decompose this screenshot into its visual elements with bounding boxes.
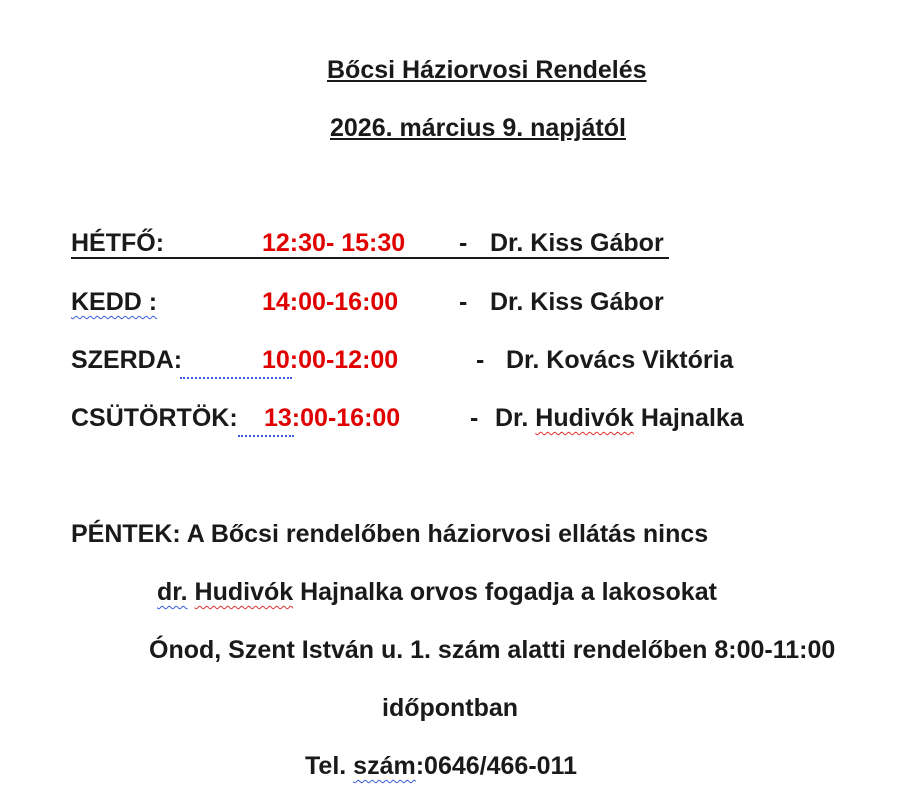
friday-notice: PÉNTEK: A Bőcsi rendelőben háziorvosi ellátás nincs (71, 520, 709, 548)
time-range: 14:00-16:00 (262, 288, 399, 316)
doctor-name: Dr. Kovács Viktória (506, 346, 734, 374)
time-range: 10:00-12:00 (262, 346, 399, 374)
dash: - (470, 404, 479, 432)
doctor-name (495, 403, 744, 433)
day-label: CSÜTÖRTÖK: (71, 404, 238, 432)
doctor-name: Dr. Kiss Gábor (490, 229, 664, 257)
doctor-prefix: Dr. (495, 404, 536, 432)
tel-number: :0646/466-011 (415, 752, 577, 780)
doctor-surname: Hudivók (535, 404, 634, 432)
dash: - (476, 346, 485, 374)
friday-doctor-line (157, 577, 717, 607)
dash: - (459, 229, 468, 257)
friday-appointment-word: időpontban (382, 694, 519, 722)
doctor-surname: Hudivók (194, 578, 294, 606)
doctor-name: Dr. Kiss Gábor (490, 288, 664, 316)
telephone (305, 751, 577, 781)
day-label: HÉTFŐ: (71, 229, 165, 257)
friday-address-line: Ónod, Szent István u. 1. szám alatti rendelőben 8:00-11:00 (149, 636, 836, 664)
doctor-rest: Hajnalka orvos fogadja a lakosokat (293, 578, 717, 606)
time-range: 12:30- 15:30 (262, 229, 406, 257)
day-label: KEDD : (71, 288, 158, 316)
effective-date: 2026. március 9. napjától (330, 114, 626, 142)
tel-word: szám (353, 752, 416, 780)
page-title: Bőcsi Háziorvosi Rendelés (327, 56, 647, 84)
day-label: SZERDA: (71, 346, 183, 374)
doctor-given: Hajnalka (633, 404, 744, 432)
tel-label: Tel. (305, 752, 354, 780)
dr-abbrev: dr. (157, 578, 188, 606)
dash: - (459, 288, 468, 316)
time-range: 13:00-16:00 (264, 404, 401, 432)
